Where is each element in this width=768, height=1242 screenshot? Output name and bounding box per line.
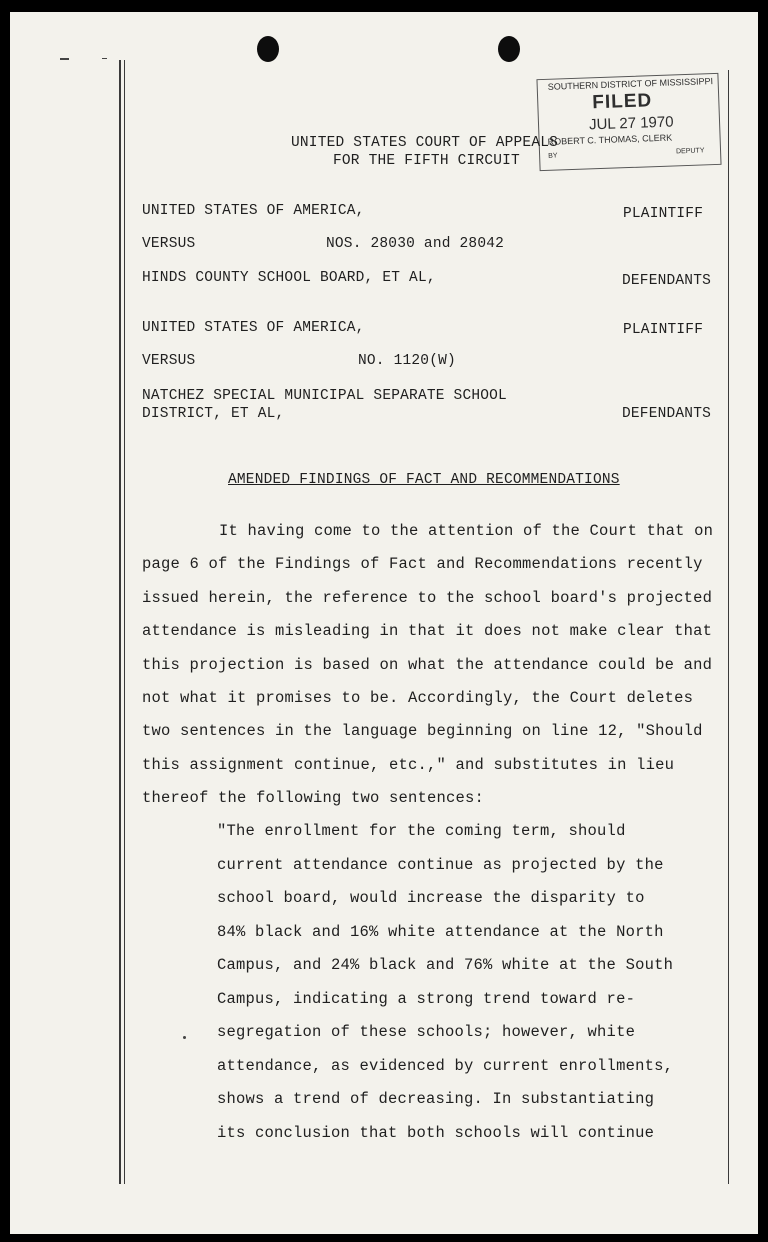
margin-dot — [183, 1036, 186, 1039]
stamp-district: SOUTHERN DISTRICT OF MISSISSIPPI — [547, 76, 714, 92]
case2-defendant-name-line2: DISTRICT, ET AL, — [142, 406, 285, 422]
right-margin-rule — [728, 70, 729, 1184]
case1-defendant-role: DEFENDANTS — [622, 273, 712, 289]
filed-stamp — [536, 73, 721, 171]
quote-line: school board, would increase the disparity to — [217, 889, 645, 907]
paragraph-line: attendance is misleading in that it does not make clear that — [142, 622, 713, 640]
stamp-deputy-label: DEPUTY — [675, 147, 705, 156]
paragraph-line: It having come to the attention of the Court that on — [219, 522, 714, 540]
case1-versus: VERSUS — [142, 236, 196, 252]
quote-line: shows a trend of decreasing. In substantiating — [217, 1090, 655, 1108]
case2-defendant-role: DEFENDANTS — [622, 406, 712, 422]
stamp-clerk: ROBERT C. THOMAS, CLERK — [547, 132, 673, 147]
margin-mark — [102, 58, 107, 59]
case2-plaintiff-name: UNITED STATES OF AMERICA, — [142, 320, 365, 336]
quote-line: its conclusion that both schools will continue — [217, 1124, 655, 1142]
paragraph-line: page 6 of the Findings of Fact and Recommendations recently — [142, 555, 703, 573]
left-margin-rule-inner — [124, 60, 125, 1184]
margin-mark — [60, 58, 69, 60]
paragraph-line: not what it promises to be. Accordingly, the Court deletes — [142, 689, 694, 707]
case1-plaintiff-name: UNITED STATES OF AMERICA, — [142, 203, 365, 219]
court-circuit: FOR THE FIFTH CIRCUIT — [333, 153, 520, 169]
quote-line: 84% black and 16% white attendance at the North — [217, 923, 664, 941]
quote-line: Campus, indicating a strong trend toward re- — [217, 990, 636, 1008]
court-name: UNITED STATES COURT OF APPEALS — [291, 135, 559, 151]
paragraph-line: issued herein, the reference to the school board's projected — [142, 589, 713, 607]
stamp-status: FILED — [591, 90, 653, 114]
stamp-by-label: BY — [548, 152, 558, 160]
case1-plaintiff-role: PLAINTIFF — [623, 206, 704, 222]
punch-hole-left — [257, 36, 279, 62]
quote-line: "The enrollment for the coming term, should — [217, 822, 626, 840]
quote-line: attendance, as evidenced by current enrollments, — [217, 1057, 674, 1075]
paragraph-line: this assignment continue, etc.," and substitutes in lieu — [142, 756, 675, 774]
paragraph-line: this projection is based on what the attendance could be and — [142, 656, 713, 674]
quote-line: segregation of these schools; however, white — [217, 1023, 636, 1041]
case2-plaintiff-role: PLAINTIFF — [623, 322, 704, 338]
paragraph-line: two sentences in the language beginning on line 12, "Should — [142, 722, 703, 740]
punch-hole-right — [498, 36, 520, 62]
quote-line: Campus, and 24% black and 76% white at the South — [217, 956, 674, 974]
stamp-date: JUL 27 1970 — [588, 113, 674, 134]
paragraph-line: thereof the following two sentences: — [142, 789, 485, 807]
case1-defendant-name: HINDS COUNTY SCHOOL BOARD, ET AL, — [142, 270, 436, 286]
case1-numbers: NOS. 28030 and 28042 — [326, 236, 505, 252]
document-heading: AMENDED FINDINGS OF FACT AND RECOMMENDATIONS — [228, 472, 620, 488]
case2-defendant-name-line1: NATCHEZ SPECIAL MUNICIPAL SEPARATE SCHOOL — [142, 388, 507, 404]
quote-line: current attendance continue as projected by the — [217, 856, 664, 874]
case2-versus: VERSUS — [142, 353, 196, 369]
case2-number: NO. 1120(W) — [358, 353, 456, 369]
left-margin-rule — [119, 60, 121, 1184]
